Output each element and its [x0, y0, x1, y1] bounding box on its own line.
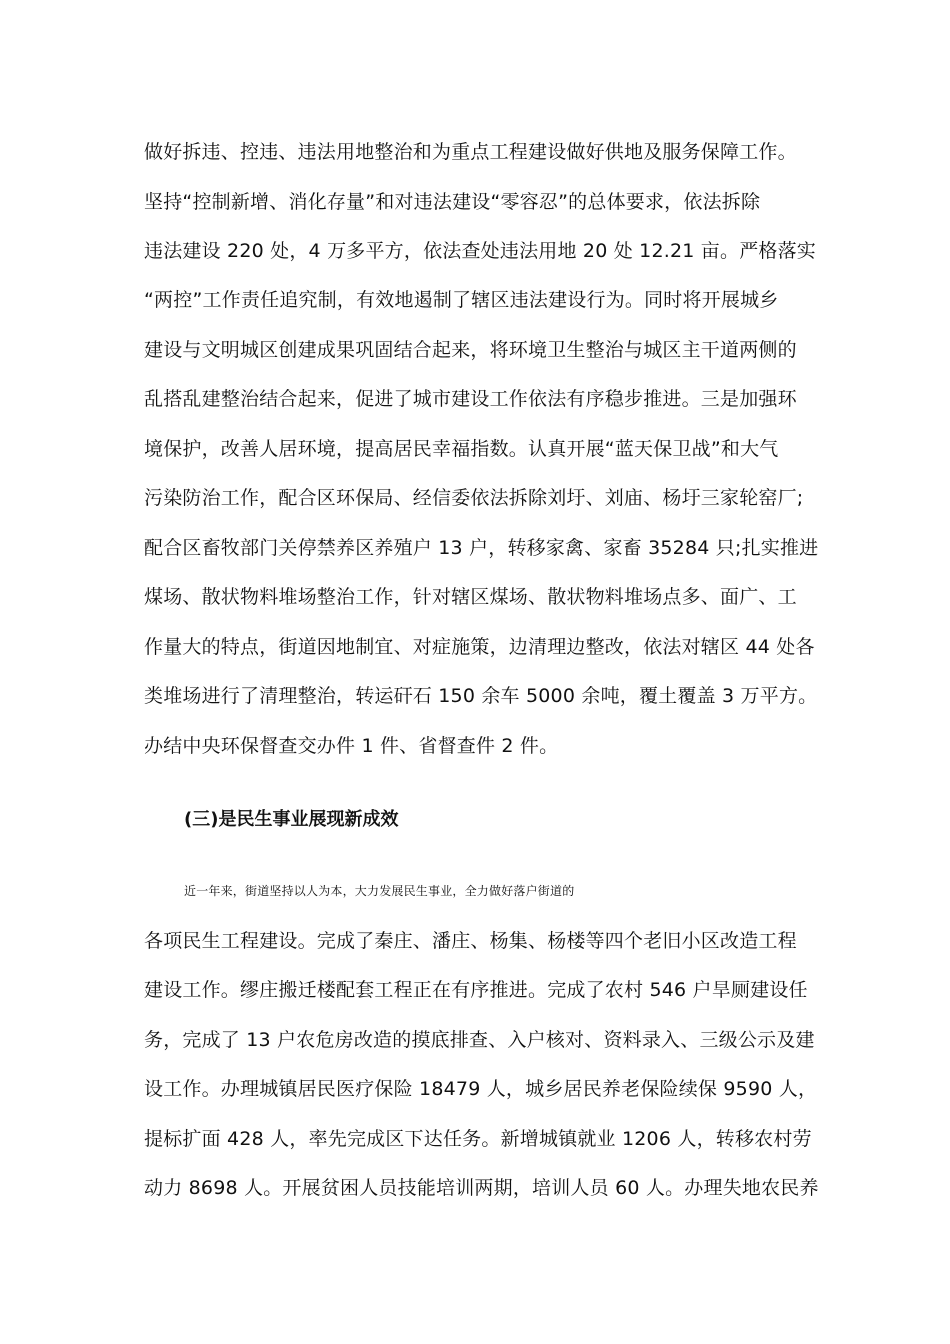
- paragraph-line: 办结中央环保督查交办件 1 件、省督查件 2 件。: [144, 735, 559, 757]
- paragraph-line: 各项民生工程建设。完成了秦庄、潘庄、杨集、杨楼等四个老旧小区改造工程: [144, 930, 797, 952]
- paragraph-line: 作量大的特点，街道因地制宜、对症施策，边清理边整改，依法对辖区 44 处各: [144, 636, 815, 658]
- paragraph-line: 建设工作。缪庄搬迁楼配套工程正在有序推进。完成了农村 546 户旱厕建设任: [144, 979, 808, 1001]
- paragraph-line: 提标扩面 428 人，率先完成区下达任务。新增城镇就业 1206 人，转移农村劳: [144, 1128, 812, 1150]
- paragraph-line: 违法建设 220 处，4 万多平方，依法查处违法用地 20 处 12.21 亩。严格落实: [144, 240, 817, 262]
- paragraph-line: 境保护，改善人居环境，提高居民幸福指数。认真开展“蓝天保卫战”和大气: [144, 438, 779, 460]
- paragraph-line: 配合区畜牧部门关停禁养区养殖户 13 户，转移家禽、家畜 35284 只;扎实推进: [144, 537, 819, 559]
- paragraph-line: 近一年来，街道坚持以人为本，大力发展民生事业，全力做好落户街道的: [184, 884, 575, 898]
- paragraph-line: 坚持“控制新增、消化存量”和对违法建设“零容忍”的总体要求，依法拆除: [144, 191, 761, 213]
- paragraph-line: 动力 8698 人。开展贫困人员技能培训两期，培训人员 60 人。办理失地农民养: [144, 1177, 819, 1199]
- paragraph-line: 类堆场进行了清理整治，转运矸石 150 余车 5000 余吨，覆土覆盖 3 万平方。: [144, 685, 818, 707]
- section-heading: (三)是民生事业展现新成效: [184, 809, 399, 830]
- paragraph-line: 乱搭乱建整治结合起来，促进了城市建设工作依法有序稳步推进。三是加强环: [144, 388, 797, 410]
- paragraph-line: 建设与文明城区创建成果巩固结合起来，将环境卫生整治与城区主干道两侧的: [144, 339, 797, 361]
- paragraph-line: 煤场、散状物料堆场整治工作，针对辖区煤场、散状物料堆场点多、面广、工: [144, 586, 797, 608]
- paragraph-line: “两控”工作责任追究制，有效地遏制了辖区违法建设行为。同时将开展城乡: [144, 289, 779, 311]
- paragraph-line: 做好拆违、控违、违法用地整治和为重点工程建设做好供地及服务保障工作。: [144, 141, 797, 163]
- paragraph-line: 务，完成了 13 户农危房改造的摸底排查、入户核对、资料录入、三级公示及建: [144, 1029, 815, 1051]
- paragraph-line: 污染防治工作，配合区环保局、经信委依法拆除刘圩、刘庙、杨圩三家轮窑厂;: [144, 487, 804, 509]
- paragraph-line: 设工作。办理城镇居民医疗保险 18479 人，城乡居民养老保险续保 9590 人，: [144, 1078, 818, 1100]
